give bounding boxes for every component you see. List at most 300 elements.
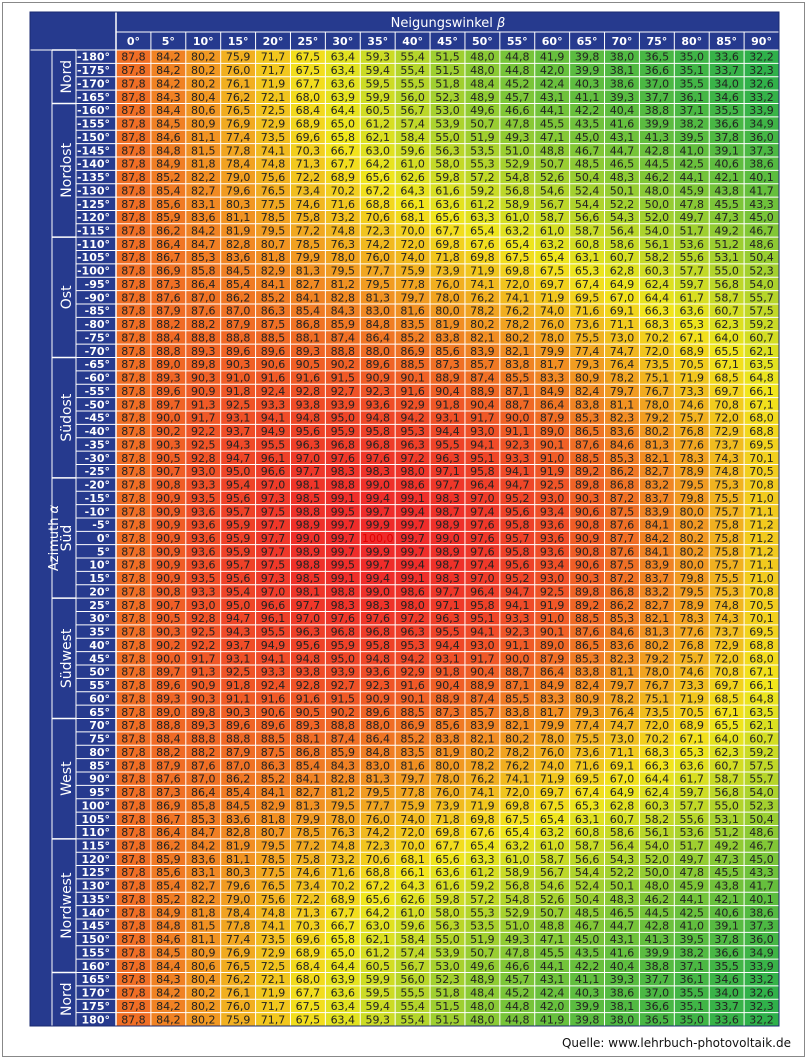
cell-value-label: 87,8 xyxy=(121,1013,146,1027)
cell-value-label: 95,7 xyxy=(225,558,251,572)
cell-value-label: 77,5 xyxy=(260,866,286,880)
cell-value-label: 90,1 xyxy=(539,625,565,639)
cell-value-label: 68,3 xyxy=(644,745,670,759)
cell-value-label: 58,6 xyxy=(609,237,635,251)
cell-value-label: 44,7 xyxy=(609,919,635,933)
cell-value-label: 66,7 xyxy=(330,919,356,933)
cell-value-label: 72,0 xyxy=(505,786,530,800)
cell-value-label: 81,3 xyxy=(295,799,321,813)
cell-value-label: 89,6 xyxy=(156,679,181,693)
cell-value-label: 88,7 xyxy=(505,398,530,412)
cell-value-label: 82,8 xyxy=(225,237,251,251)
cell-value-label: 57,7 xyxy=(679,264,705,278)
cell-value-label: 80,4 xyxy=(190,90,216,104)
cell-value-label: 70,8 xyxy=(749,478,774,492)
cell-value-label: 78,5 xyxy=(295,237,321,251)
cell-value-label: 69,5 xyxy=(574,772,600,786)
cell-value-label: 95,0 xyxy=(225,598,251,612)
cell-value-label: 99,7 xyxy=(365,505,390,519)
cell-value-label: 74,8 xyxy=(330,224,356,238)
cell-value-label: 87,8 xyxy=(121,451,146,465)
cell-value-label: 52,9 xyxy=(505,157,530,171)
cell-value-label: 99,7 xyxy=(400,518,425,532)
cell-value-label: 90,9 xyxy=(156,505,181,519)
cell-value-label: 98,1 xyxy=(295,585,321,599)
cell-value-label: 50,7 xyxy=(470,946,495,960)
row-tick-label: -80° xyxy=(84,318,110,332)
cell-value-label: 99,4 xyxy=(400,558,425,572)
cell-value-label: 33,2 xyxy=(749,973,774,987)
cell-value-label: 78,5 xyxy=(260,211,286,225)
cell-value-label: 51,7 xyxy=(679,839,705,853)
cell-value-label: 78,0 xyxy=(435,772,460,786)
cell-value-label: 73,2 xyxy=(330,211,356,225)
cell-value-label: 87,8 xyxy=(121,197,146,211)
cell-value-label: 56,1 xyxy=(644,237,670,251)
row-tick-label: 35° xyxy=(89,625,110,639)
cell-value-label: 45,7 xyxy=(505,973,530,987)
cell-value-label: 95,8 xyxy=(505,545,530,559)
cell-value-label: 88,4 xyxy=(156,331,181,345)
cell-value-label: 99,4 xyxy=(365,572,390,586)
cell-value-label: 60,7 xyxy=(609,251,635,265)
cell-value-label: 93,6 xyxy=(539,532,565,545)
cell-value-label: 72,2 xyxy=(295,171,321,185)
cell-value-label: 98,9 xyxy=(435,518,460,532)
cell-value-label: 62,1 xyxy=(365,933,390,947)
cell-value-label: 90,8 xyxy=(574,518,600,532)
cell-value-label: 74,8 xyxy=(330,839,356,853)
cell-value-label: 74,1 xyxy=(505,772,530,786)
cell-value-label: 97,4 xyxy=(470,558,495,572)
cell-value-label: 78,5 xyxy=(260,852,286,866)
cell-value-label: 87,8 xyxy=(121,277,146,291)
cell-value-label: 82,9 xyxy=(260,264,286,278)
cell-value-label: 99,7 xyxy=(330,518,356,532)
cell-value-label: 84,1 xyxy=(260,277,286,291)
cell-value-label: 93,6 xyxy=(190,505,216,519)
cell-value-label: 77,8 xyxy=(225,144,251,158)
cell-value-label: 80,2 xyxy=(190,64,216,78)
cell-value-label: 95,4 xyxy=(225,478,251,492)
cell-value-label: 89,6 xyxy=(260,344,286,358)
cell-value-label: 66,7 xyxy=(330,144,356,158)
cell-value-label: 80,2 xyxy=(470,745,495,759)
column-axis-title: Neigungswinkel β xyxy=(390,16,506,31)
cell-value-label: 93,4 xyxy=(539,558,565,572)
cell-value-label: 46,7 xyxy=(574,144,600,158)
cell-value-label: 74,1 xyxy=(260,919,286,933)
cell-value-label: 37,3 xyxy=(749,144,774,158)
cell-value-label: 63,4 xyxy=(330,999,356,1013)
cell-value-label: 93,6 xyxy=(190,558,216,572)
cell-value-label: 82,7 xyxy=(644,598,670,612)
cell-value-label: 84,4 xyxy=(156,959,181,973)
cell-value-label: 49,2 xyxy=(714,839,739,853)
cell-value-label: 86,8 xyxy=(609,585,635,599)
cell-value-label: 93,5 xyxy=(190,572,216,586)
cell-value-label: 91,8 xyxy=(435,398,460,412)
cell-value-label: 76,2 xyxy=(505,304,530,318)
cell-value-label: 92,5 xyxy=(539,478,565,492)
cell-value-label: 87,8 xyxy=(121,612,146,626)
cell-value-label: 67,7 xyxy=(435,839,460,853)
cell-value-label: 87,9 xyxy=(225,745,251,759)
cell-value-label: 90,4 xyxy=(470,665,495,679)
cell-value-label: 99,0 xyxy=(435,532,460,545)
cell-value-label: 68,1 xyxy=(400,852,425,866)
cell-value-label: 67,5 xyxy=(539,799,565,813)
cell-value-label: 83,8 xyxy=(574,398,600,412)
row-tick-label: -170° xyxy=(76,77,110,91)
cell-value-label: 88,8 xyxy=(190,732,216,746)
cell-value-label: 86,5 xyxy=(574,425,600,439)
cell-value-label: 95,0 xyxy=(330,652,356,666)
cell-value-label: 95,9 xyxy=(225,518,251,532)
cell-value-label: 90,5 xyxy=(295,358,321,372)
cell-value-label: 71,7 xyxy=(260,999,286,1013)
cell-value-label: 51,0 xyxy=(505,919,530,933)
row-tick-label: 125° xyxy=(81,866,110,880)
cell-value-label: 95,8 xyxy=(470,598,495,612)
cell-value-label: 59,2 xyxy=(470,184,495,198)
cell-value-label: 79,5 xyxy=(679,585,705,599)
column-tick-label: 75° xyxy=(646,35,668,48)
cell-value-label: 37,0 xyxy=(644,986,670,1000)
cell-value-label: 95,5 xyxy=(435,438,460,452)
cell-value-label: 87,6 xyxy=(574,438,600,452)
cell-value-label: 99,9 xyxy=(365,518,390,532)
cell-value-label: 53,1 xyxy=(714,812,739,826)
cell-value-label: 46,7 xyxy=(574,919,600,933)
cell-value-label: 64,4 xyxy=(330,959,356,973)
cell-value-label: 88,7 xyxy=(505,665,530,679)
cell-value-label: 76,2 xyxy=(225,973,251,987)
cell-value-label: 90,0 xyxy=(505,652,530,666)
row-tick-label: 15° xyxy=(89,572,110,586)
cell-value-label: 81,1 xyxy=(609,665,635,679)
cell-value-label: 81,1 xyxy=(225,211,251,225)
cell-value-label: 58,2 xyxy=(644,251,670,265)
cell-value-label: 38,6 xyxy=(609,986,635,1000)
cell-value-label: 54,0 xyxy=(644,224,670,238)
cell-value-label: 80,3 xyxy=(225,866,251,880)
cell-value-label: 70,6 xyxy=(365,852,390,866)
cell-value-label: 83,3 xyxy=(539,371,565,385)
cell-value-label: 41,6 xyxy=(609,946,635,960)
cell-value-label: 38,1 xyxy=(609,999,635,1013)
cell-value-label: 95,6 xyxy=(295,425,321,439)
cell-value-label: 80,9 xyxy=(190,117,216,131)
cell-value-label: 91,7 xyxy=(470,652,495,666)
cell-value-label: 63,6 xyxy=(330,77,356,91)
cell-value-label: 87,8 xyxy=(121,959,146,973)
row-tick-label: -150° xyxy=(76,130,110,144)
cell-value-label: 69,8 xyxy=(505,264,530,278)
cell-value-label: 58,0 xyxy=(435,906,460,920)
cell-value-label: 87,6 xyxy=(574,625,600,639)
cell-value-label: 84,7 xyxy=(190,237,216,251)
row-tick-label: -55° xyxy=(84,384,110,398)
cell-value-label: 52,6 xyxy=(539,892,565,906)
cell-value-label: 64,3 xyxy=(400,184,425,198)
cell-value-label: 68,4 xyxy=(295,104,321,118)
cell-value-label: 67,6 xyxy=(470,826,495,840)
cell-value-label: 87,5 xyxy=(609,505,635,519)
cell-value-label: 36,6 xyxy=(714,117,739,131)
column-tick-label: 15° xyxy=(227,35,249,48)
cell-value-label: 71,6 xyxy=(330,197,356,211)
cell-value-label: 93,7 xyxy=(225,638,251,652)
cell-value-label: 49,3 xyxy=(505,933,530,947)
row-tick-label: -5° xyxy=(92,518,110,532)
cell-value-label: 74,6 xyxy=(679,665,705,679)
cell-value-label: 71,7 xyxy=(260,50,286,64)
cell-value-label: 43,1 xyxy=(609,130,635,144)
cell-value-label: 74,0 xyxy=(539,304,565,318)
row-tick-label: -105° xyxy=(76,251,110,265)
cell-value-label: 97,3 xyxy=(260,491,286,505)
cell-value-label: 89,6 xyxy=(260,719,286,733)
cell-value-label: 59,6 xyxy=(400,144,425,158)
cell-value-label: 42,0 xyxy=(539,64,565,78)
row-tick-label: -120° xyxy=(76,211,110,225)
cell-value-label: 46,7 xyxy=(749,224,774,238)
cell-value-label: 56,0 xyxy=(400,90,425,104)
cell-value-label: 61,0 xyxy=(539,839,565,853)
cell-value-label: 39,3 xyxy=(609,973,635,987)
cell-value-label: 69,5 xyxy=(749,438,774,452)
cell-value-label: 85,3 xyxy=(609,451,635,465)
cell-value-label: 95,0 xyxy=(225,465,251,479)
cell-value-label: 93,7 xyxy=(225,425,251,439)
row-tick-label: -180° xyxy=(76,50,110,64)
cell-value-label: 93,5 xyxy=(190,491,216,505)
cell-value-label: 75,7 xyxy=(679,411,705,425)
cell-value-label: 96,3 xyxy=(400,625,425,639)
cell-value-label: 69,1 xyxy=(609,759,635,773)
cell-value-label: 72,0 xyxy=(714,652,739,666)
cell-value-label: 87,4 xyxy=(330,732,356,746)
cell-value-label: 93,0 xyxy=(190,465,216,479)
cell-value-label: 65,4 xyxy=(470,839,495,853)
cell-value-label: 69,8 xyxy=(435,826,460,840)
cell-value-label: 98,5 xyxy=(295,491,321,505)
cell-value-label: 48,4 xyxy=(470,77,495,91)
cell-value-label: 63,0 xyxy=(365,919,390,933)
cell-value-label: 39,9 xyxy=(644,946,670,960)
cell-value-label: 79,6 xyxy=(225,184,251,198)
cell-value-label: 59,2 xyxy=(749,318,774,332)
cell-value-label: 85,9 xyxy=(156,852,181,866)
cell-value-label: 81,5 xyxy=(190,919,216,933)
cell-value-label: 51,2 xyxy=(714,237,739,251)
cell-value-label: 97,0 xyxy=(470,491,495,505)
cell-value-label: 44,8 xyxy=(505,1013,530,1027)
cell-value-label: 87,8 xyxy=(121,304,146,318)
cell-value-label: 95,1 xyxy=(470,612,495,626)
cell-value-label: 45,9 xyxy=(679,184,705,198)
cell-value-label: 87,8 xyxy=(121,358,146,372)
cell-value-label: 50,1 xyxy=(609,879,635,893)
cell-value-label: 90,5 xyxy=(156,451,181,465)
cell-value-label: 42,1 xyxy=(714,892,739,906)
cell-value-label: 82,1 xyxy=(644,612,670,626)
cell-value-label: 83,8 xyxy=(435,331,460,345)
cell-value-label: 48,0 xyxy=(470,1013,495,1027)
cell-value-label: 70,0 xyxy=(400,224,425,238)
cell-value-label: 34,6 xyxy=(714,90,739,104)
cell-value-label: 40,1 xyxy=(749,171,774,185)
cell-value-label: 56,8 xyxy=(714,277,739,291)
cell-value-label: 64,9 xyxy=(609,277,635,291)
cell-value-label: 78,0 xyxy=(644,398,670,412)
cell-value-label: 60,7 xyxy=(714,759,739,773)
cell-value-label: 82,8 xyxy=(330,772,356,786)
cell-value-label: 87,8 xyxy=(121,692,146,706)
cell-value-label: 87,8 xyxy=(121,291,146,305)
cell-value-label: 41,9 xyxy=(539,1013,565,1027)
cell-value-label: 88,8 xyxy=(225,732,251,746)
cell-value-label: 87,8 xyxy=(121,104,146,118)
cell-value-label: 86,2 xyxy=(225,291,251,305)
cell-value-label: 85,8 xyxy=(190,799,216,813)
cell-value-label: 87,8 xyxy=(121,745,146,759)
cell-value-label: 59,3 xyxy=(365,1013,390,1027)
cell-value-label: 84,5 xyxy=(225,264,251,278)
cell-value-label: 56,4 xyxy=(609,839,635,853)
cell-value-label: 50,4 xyxy=(574,171,600,185)
cell-value-label: 90,2 xyxy=(330,705,356,719)
cell-value-label: 43,1 xyxy=(539,973,565,987)
cell-value-label: 93,8 xyxy=(295,665,321,679)
cell-value-label: 94,9 xyxy=(260,425,286,439)
cell-value-label: 44,7 xyxy=(609,144,635,158)
cell-value-label: 80,2 xyxy=(505,732,530,746)
cell-value-label: 63,6 xyxy=(679,304,705,318)
cell-value-label: 86,3 xyxy=(260,759,286,773)
cell-value-label: 90,2 xyxy=(156,425,181,439)
cell-value-label: 39,3 xyxy=(609,90,635,104)
cell-value-label: 64,4 xyxy=(644,772,670,786)
cell-value-label: 78,2 xyxy=(505,318,530,332)
cell-value-label: 62,8 xyxy=(609,264,635,278)
cell-value-label: 81,9 xyxy=(225,839,251,853)
cell-value-label: 87,9 xyxy=(539,411,565,425)
cell-value-label: 59,9 xyxy=(365,90,390,104)
cell-value-label: 68,0 xyxy=(749,411,774,425)
cell-value-label: 91,0 xyxy=(539,451,565,465)
cell-value-label: 87,6 xyxy=(156,291,181,305)
cell-value-label: 86,2 xyxy=(609,465,635,479)
cell-value-label: 52,0 xyxy=(644,211,670,225)
cell-value-label: 80,0 xyxy=(435,759,460,773)
cell-value-label: 82,4 xyxy=(574,384,600,398)
cell-value-label: 72,5 xyxy=(260,104,286,118)
cell-value-label: 85,4 xyxy=(156,184,181,198)
cell-value-label: 84,1 xyxy=(644,545,670,559)
cell-value-label: 65,4 xyxy=(505,826,530,840)
cell-value-label: 86,9 xyxy=(156,264,181,278)
cell-value-label: 70,1 xyxy=(749,451,774,465)
cell-value-label: 83,1 xyxy=(190,866,216,880)
cell-value-label: 92,5 xyxy=(225,398,251,412)
cell-value-label: 93,8 xyxy=(295,398,321,412)
cell-value-label: 96,3 xyxy=(435,612,460,626)
cell-value-label: 87,0 xyxy=(190,291,216,305)
cell-value-label: 58,2 xyxy=(644,812,670,826)
cell-value-label: 71,3 xyxy=(295,157,321,171)
cell-value-label: 68,3 xyxy=(644,318,670,332)
cell-value-label: 60,7 xyxy=(749,331,774,345)
cell-value-label: 90,3 xyxy=(574,491,600,505)
row-tick-label: 5° xyxy=(96,545,110,559)
cell-value-label: 69,6 xyxy=(295,933,321,947)
cell-value-label: 90,6 xyxy=(574,505,600,519)
cell-value-label: 86,9 xyxy=(400,719,425,733)
cell-value-label: 93,3 xyxy=(505,612,530,626)
cell-value-label: 81,3 xyxy=(295,264,321,278)
cell-value-label: 35,1 xyxy=(679,999,705,1013)
cell-value-label: 85,2 xyxy=(400,732,425,746)
cell-value-label: 84,6 xyxy=(609,438,635,452)
cell-value-label: 33,9 xyxy=(749,959,774,973)
cell-value-label: 51,9 xyxy=(470,933,495,947)
cell-value-label: 68,9 xyxy=(679,344,705,358)
cell-value-label: 89,0 xyxy=(539,425,565,439)
cell-value-label: 89,2 xyxy=(574,465,600,479)
cell-value-label: 82,2 xyxy=(190,892,216,906)
cell-value-label: 75,6 xyxy=(260,892,286,906)
cell-value-label: 67,4 xyxy=(574,786,600,800)
cell-value-label: 94,8 xyxy=(295,652,321,666)
cell-value-label: 79,2 xyxy=(644,411,670,425)
cell-value-label: 69,8 xyxy=(505,799,530,813)
cell-value-label: 33,6 xyxy=(714,1013,739,1027)
cell-value-label: 38,6 xyxy=(609,77,635,91)
cell-value-label: 74,8 xyxy=(714,465,739,479)
cell-value-label: 85,2 xyxy=(156,892,181,906)
cell-value-label: 98,3 xyxy=(330,465,356,479)
cell-value-label: 64,4 xyxy=(330,104,356,118)
cell-value-label: 51,7 xyxy=(679,224,705,238)
cell-value-label: 89,7 xyxy=(156,398,181,412)
cell-value-label: 70,5 xyxy=(679,358,705,372)
cell-value-label: 70,5 xyxy=(679,705,705,719)
cell-value-label: 90,8 xyxy=(156,585,181,599)
row-tick-label: 175° xyxy=(81,999,110,1013)
cell-value-label: 88,4 xyxy=(156,732,181,746)
cell-value-label: 34,0 xyxy=(714,77,739,91)
cell-value-label: 90,3 xyxy=(574,572,600,586)
cell-value-label: 84,6 xyxy=(156,933,181,947)
cell-value-label: 83,9 xyxy=(644,505,670,519)
cell-value-label: 96,6 xyxy=(260,598,286,612)
cell-value-label: 82,1 xyxy=(505,344,530,358)
cell-value-label: 54,0 xyxy=(644,839,670,853)
cell-value-label: 50,4 xyxy=(749,812,774,826)
cell-value-label: 63,4 xyxy=(330,1013,356,1027)
cell-value-label: 60,7 xyxy=(714,304,739,318)
cell-value-label: 84,2 xyxy=(156,64,181,78)
cell-value-label: 73,7 xyxy=(714,438,739,452)
cell-value-label: 81,2 xyxy=(330,786,356,800)
cell-value-label: 75,3 xyxy=(714,478,739,492)
row-tick-label: 10° xyxy=(89,558,110,572)
cell-value-label: 80,0 xyxy=(679,505,705,519)
cell-value-label: 55,3 xyxy=(470,906,495,920)
cell-value-label: 63,4 xyxy=(330,50,356,64)
